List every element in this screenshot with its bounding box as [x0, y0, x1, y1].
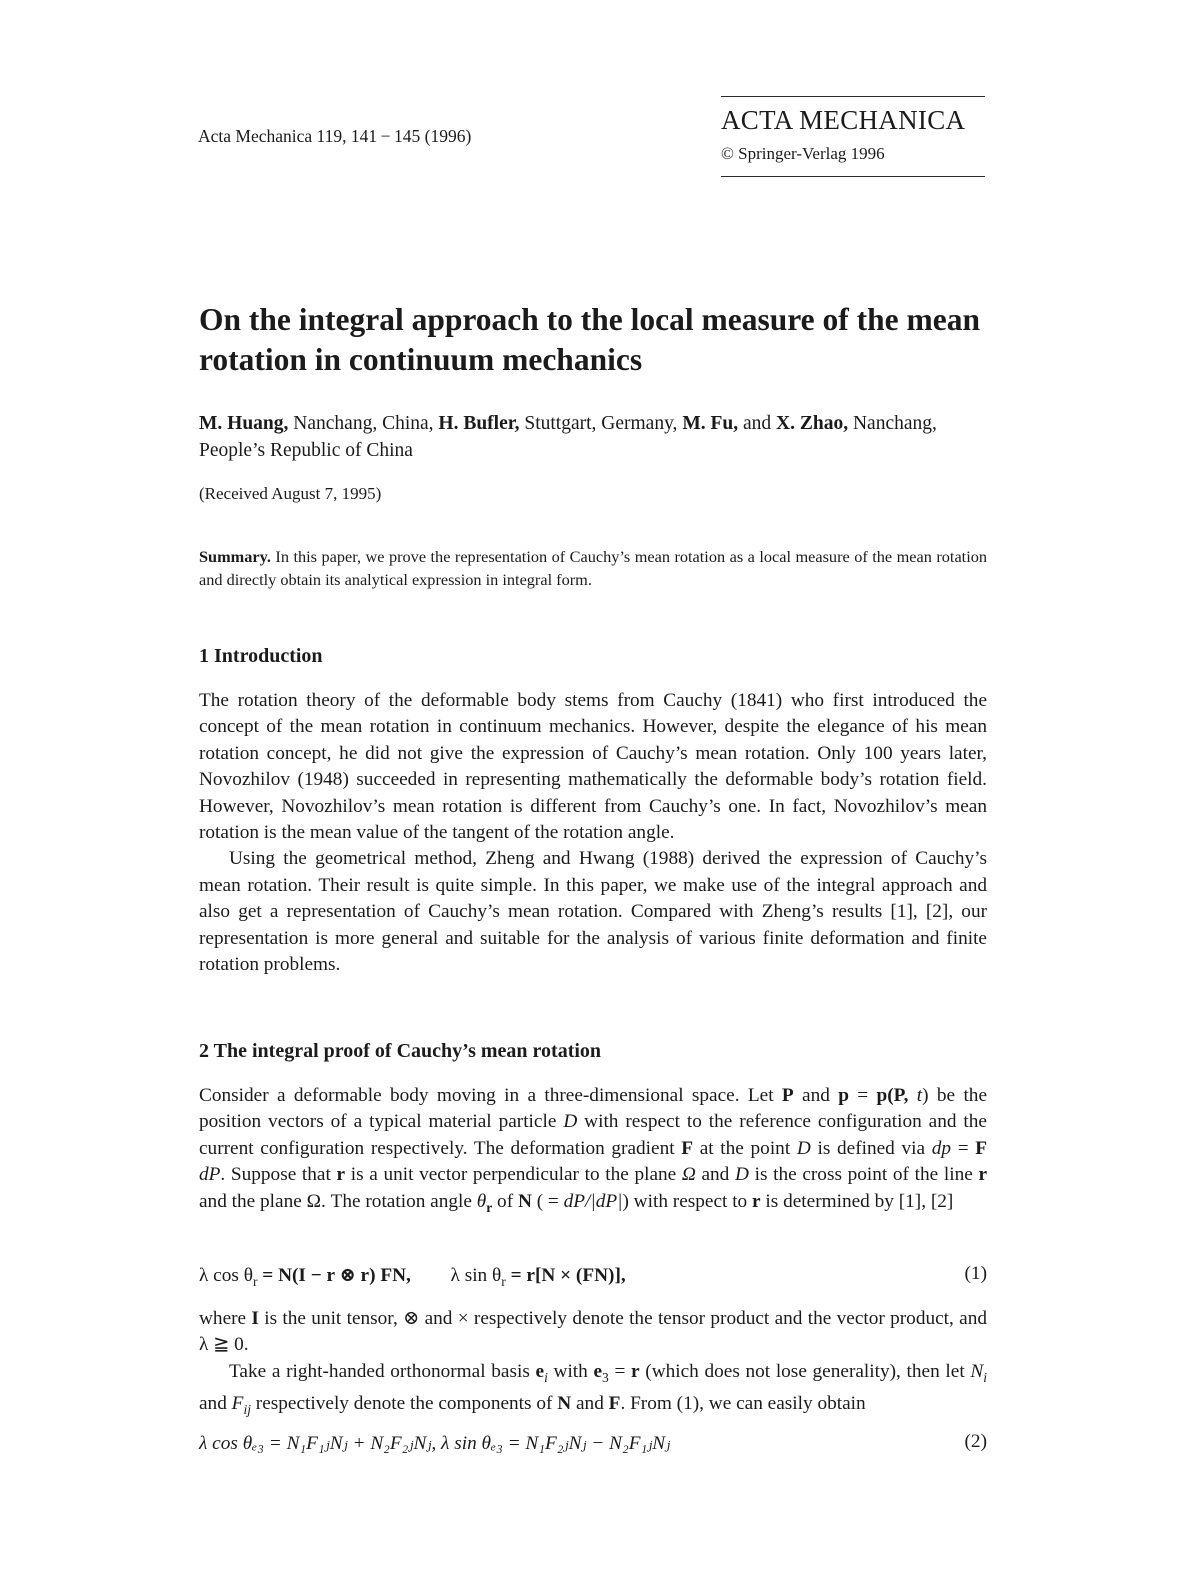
section-1-heading: 1 Introduction	[199, 645, 323, 667]
text: at the point	[693, 1137, 797, 1159]
text: respectively denote the components of	[250, 1393, 558, 1415]
authors	[199, 410, 989, 464]
equation-2	[199, 1431, 987, 1457]
author-2-affiliation: Stuttgart, Germany,	[519, 413, 683, 434]
intro-paragraph-1: The rotation theory of the deformable body stems from Cauchy (1841) who first introduced the concept of the mean rotation in continuum mechanics. However, despite the elegance of his mean rotation concept, he did not give the expression of Cauchy’s mean rotation. Only 100 years later, Novozhilov (1948) succeeded in representing mathematically the deformable body’s rotation field. However, Novozhilov’s mean rotation is different from Cauchy’s one. In fact, Novozhilov’s mean rotation is the mean value of the tangent of the rotation angle.	[199, 690, 987, 844]
text: where	[199, 1308, 252, 1329]
text: and	[793, 1085, 839, 1106]
vector-r: r	[631, 1360, 640, 1382]
tensor-F: F	[975, 1137, 988, 1159]
eq1-rhs1: = N(I − r ⊗ r) FN,	[257, 1265, 411, 1286]
text: . Suppose that	[220, 1164, 337, 1186]
text: ) be the position vectors of a typical material particle	[199, 1085, 988, 1133]
tensor-F: F	[608, 1393, 621, 1415]
var-omega: Ω	[681, 1164, 696, 1186]
text: with	[547, 1360, 594, 1382]
received-date: (Received August 7, 1995)	[199, 484, 382, 503]
vector-N: N	[517, 1190, 532, 1212]
text: and	[695, 1164, 735, 1186]
top-rule	[721, 96, 985, 97]
text: and	[199, 1393, 232, 1415]
section-2-continuation	[199, 1306, 987, 1423]
tensor-F: F	[681, 1137, 694, 1159]
eq1-rhs2: = r[N × (FN)],	[505, 1265, 626, 1286]
vector-N: N	[557, 1393, 572, 1415]
var-D: D	[563, 1111, 578, 1133]
text: is defined via	[810, 1137, 932, 1159]
var-D: D	[735, 1164, 749, 1186]
section-2-heading: 2 The integral proof of Cauchy’s mean rotation	[199, 1040, 602, 1062]
vector-r: r	[978, 1164, 987, 1186]
sub-3: 3	[602, 1369, 609, 1385]
text: and	[571, 1393, 609, 1415]
text: =	[608, 1360, 632, 1382]
vector-p: p	[838, 1085, 849, 1106]
author-2: H. Bufler,	[438, 413, 520, 434]
eq1-lhs1: λ cos θ	[199, 1265, 253, 1286]
vector-pP: p(P,	[876, 1085, 917, 1106]
text: with respect to the reference configuration and the current configuration respectively. The deformation gradient	[199, 1111, 987, 1159]
eq1-lhs2: λ sin θ	[450, 1265, 502, 1286]
vector-r: r	[752, 1190, 761, 1212]
tensor-I: I	[251, 1308, 259, 1329]
equation-number-2: (2)	[964, 1431, 987, 1452]
text: ) with respect to	[622, 1190, 753, 1212]
section-2-paragraph-1	[199, 1083, 987, 1221]
var-dP: dP	[199, 1164, 221, 1186]
equation-number-1: (1)	[964, 1263, 987, 1284]
copyright: © Springer-Verlag 1996	[721, 144, 885, 163]
paragraph-basis	[199, 1359, 987, 1424]
var-dP-frac: dP/|dP|	[563, 1190, 623, 1212]
var-D: D	[796, 1137, 811, 1159]
basis-e: e	[535, 1360, 545, 1382]
summary	[199, 545, 987, 591]
text: Consider a deformable body moving in a three-dimensional space. Let	[199, 1085, 782, 1106]
author-4: X. Zhao,	[776, 413, 849, 434]
author-conjunction: and	[738, 413, 777, 434]
var-theta: θ	[476, 1190, 487, 1212]
basis-e3: e	[593, 1360, 603, 1382]
summary-label: Summary.	[199, 547, 271, 566]
summary-text: In this paper, we prove the representation of Cauchy’s mean rotation as a local measure of the mean rotation and directly obtain its analytical expression in integral form.	[199, 547, 987, 589]
author-4-affiliation: Nanchang, People’s Republic of China	[199, 413, 937, 461]
var-dp: dp	[931, 1137, 952, 1159]
author-3: M. Fu,	[682, 413, 739, 434]
text: is determined by [1], [2]	[760, 1190, 954, 1212]
text: . From (1), we can easily obtain	[620, 1393, 866, 1415]
sub-i: i	[544, 1369, 548, 1385]
journal-box	[721, 96, 985, 177]
paper-title: On the integral approach to the local measure of the mean rotation in continuum mechanics	[199, 302, 981, 377]
sub-i: i	[983, 1369, 988, 1385]
bottom-rule	[721, 176, 985, 177]
var-t: t	[916, 1085, 923, 1106]
eq1-sub1: r	[252, 1273, 258, 1289]
journal-citation: Acta Mechanica 119, 141 − 145 (1996)	[198, 126, 472, 146]
text: is a unit vector perpendicular to the plane	[345, 1164, 682, 1186]
equation-1	[199, 1263, 987, 1289]
vector-P: P	[781, 1085, 794, 1106]
journal-name: ACTA MECHANICA	[721, 105, 966, 135]
section-1-body	[199, 688, 987, 978]
var-Fij: F	[231, 1393, 244, 1415]
sub-ij: ij	[243, 1401, 251, 1417]
text: =	[951, 1137, 976, 1159]
paragraph-unit-tensor	[199, 1306, 987, 1359]
eq1-sub2: r	[501, 1273, 506, 1289]
text: =	[848, 1085, 877, 1106]
text: (which does not lose generality), then let	[639, 1360, 971, 1382]
vector-r: r	[336, 1164, 346, 1186]
text: is the cross point of the line	[748, 1164, 979, 1186]
text: ( =	[531, 1190, 564, 1212]
intro-paragraph-2: Using the geometrical method, Zheng and Hwang (1988) derived the expression of Cauchy’s mean rotation. Their result is quite simple. In this paper, we make use of the integral approach and also get a representation of Cauchy’s mean rotation. Compared with Zheng’s results [1], [2], our representation is more general and suitable for the analysis of various finite deformation and finite rotation problems.	[199, 848, 987, 976]
text: and the plane Ω. The rotation angle	[199, 1190, 477, 1212]
author-1-affiliation: Nanchang, China,	[288, 413, 439, 434]
text: Take a right-handed orthonormal basis	[229, 1360, 536, 1382]
text: of	[492, 1190, 518, 1212]
sub-r: r	[486, 1199, 493, 1215]
text: is the unit tensor, ⊗ and × respectively denote the tensor product and the vector product, and λ ≧ 0.	[199, 1308, 987, 1356]
var-Ni: N	[970, 1360, 984, 1382]
author-1: M. Huang,	[199, 413, 289, 434]
eq2-text: λ cos θₑ₃ = N₁F₁ⱼNⱼ + N₂F₂ⱼNⱼ, λ sin θₑ₃ = N₁F₂ⱼNⱼ − N₂F₁ⱼNⱼ	[199, 1433, 671, 1454]
